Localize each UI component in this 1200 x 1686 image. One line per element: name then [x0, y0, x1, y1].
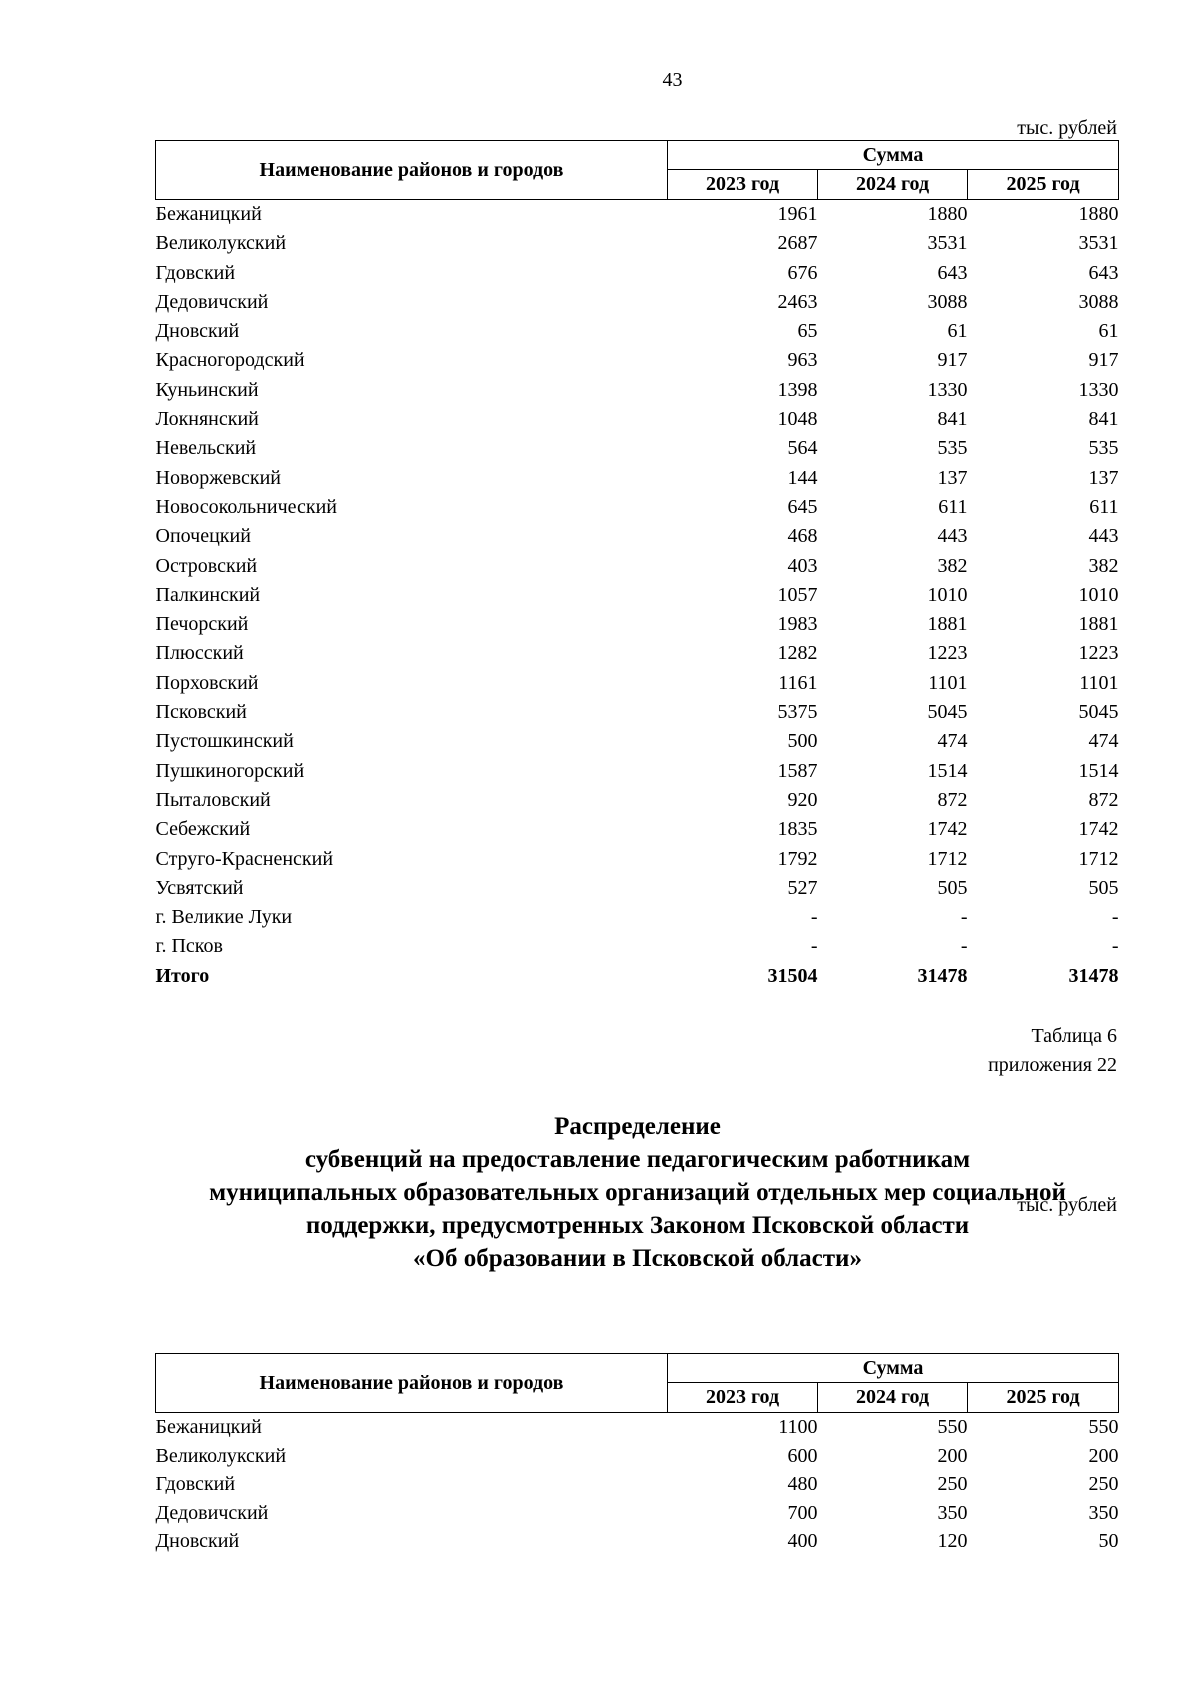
amount-cell: 1101: [1079, 671, 1119, 694]
amount-cell: 1057: [777, 583, 818, 606]
table-row: [156, 317, 1119, 346]
district-name-cell: г. Псков: [155, 935, 223, 958]
amount-cell: 550: [937, 1416, 968, 1438]
amount-cell: 1881: [927, 613, 968, 636]
amount-cell: 645: [787, 495, 818, 518]
amount-cell: 443: [1088, 525, 1119, 548]
amount-cell: 1835: [777, 818, 818, 841]
column-header-sum: Сумма: [668, 1354, 1119, 1383]
amount-cell: 550: [1088, 1416, 1119, 1438]
table-row: [156, 288, 1119, 317]
amount-cell: 2463: [777, 290, 818, 313]
amount-cell: 535: [937, 437, 968, 460]
district-name-cell: Красногородский: [155, 349, 305, 372]
district-name-cell: Псковский: [155, 701, 247, 724]
amount-cell: 500: [787, 730, 818, 753]
district-name-cell: Новоржевский: [155, 466, 282, 489]
amount-cell: 250: [1088, 1473, 1119, 1496]
distribution-table-2: [155, 1353, 1119, 1556]
amount-cell: 250: [937, 1473, 968, 1496]
table-row: [156, 1527, 1119, 1556]
district-name-cell: Опочецкий: [155, 525, 251, 548]
amount-cell: 350: [1088, 1501, 1119, 1524]
table-row: [156, 932, 1119, 961]
district-name-cell: Великолукский: [155, 1444, 287, 1467]
amount-cell: 144: [787, 466, 818, 489]
amount-cell: 1282: [777, 642, 818, 665]
table-row: [156, 581, 1119, 610]
district-name-cell: Плюсский: [155, 642, 244, 665]
total-label-cell: Итого: [155, 964, 210, 987]
amount-cell: 600: [787, 1444, 818, 1467]
amount-cell: 917: [937, 349, 968, 372]
amount-cell: 1101: [928, 671, 968, 694]
amount-cell: 611: [938, 495, 968, 518]
district-name-cell: Дедовичский: [155, 290, 269, 313]
section-title-line: «Об образовании в Псковской области»: [413, 1245, 862, 1272]
amount-cell: 2687: [777, 232, 818, 255]
table-row: [156, 1442, 1119, 1471]
amount-cell: 1048: [777, 408, 818, 431]
amount-cell: 1514: [1078, 759, 1119, 782]
district-name-cell: Великолукский: [155, 232, 287, 255]
amount-cell: 1712: [1078, 847, 1119, 870]
district-name-cell: Бежаницкий: [155, 203, 262, 225]
amount-cell: 120: [937, 1530, 968, 1553]
table-row: [156, 903, 1119, 932]
column-header-name: Наименование районов и городов: [156, 141, 668, 200]
district-name-cell: Струго-Красненский: [155, 847, 334, 870]
amount-cell: 1880: [927, 203, 968, 225]
amount-cell: 65: [797, 320, 818, 343]
district-name-cell: Гдовский: [155, 1473, 236, 1496]
column-header-2023: 2023 год: [668, 1382, 818, 1412]
amount-cell: 505: [937, 876, 968, 899]
amount-cell: 841: [1088, 408, 1119, 431]
amount-cell: 137: [937, 466, 968, 489]
total-amount-cell: 31478: [917, 964, 968, 987]
table-row: [156, 786, 1119, 815]
amount-cell: 1161: [778, 671, 818, 694]
amount-cell: 382: [937, 554, 968, 577]
amount-cell: 535: [1088, 437, 1119, 460]
table-row: [156, 259, 1119, 288]
table-row: [156, 669, 1119, 698]
amount-cell: 643: [937, 261, 968, 284]
amount-cell: -: [1111, 935, 1119, 958]
amount-cell: 676: [787, 261, 818, 284]
district-name-cell: Пушкиногорский: [155, 759, 305, 782]
district-name-cell: Дновский: [155, 320, 240, 343]
district-name-cell: Бежаницкий: [155, 1416, 262, 1438]
amount-cell: 5375: [777, 701, 818, 724]
table-row: [156, 610, 1119, 639]
amount-cell: 200: [1088, 1444, 1119, 1467]
amount-cell: -: [810, 935, 818, 958]
table-row: [156, 493, 1119, 522]
amount-cell: 1961: [777, 203, 818, 225]
table-row: [156, 1499, 1119, 1528]
table-row: [156, 845, 1119, 874]
distribution-table-1: [155, 140, 1119, 991]
table-body: [156, 200, 1119, 992]
section-title-line: Распределение: [554, 1113, 721, 1140]
amount-cell: 400: [787, 1530, 818, 1553]
units-label: тыс. рублей: [1017, 1194, 1117, 1216]
table-row: [156, 376, 1119, 405]
table-row: [156, 757, 1119, 786]
amount-cell: 1330: [1078, 378, 1119, 401]
table-row: [156, 698, 1119, 727]
table-row: [156, 522, 1119, 551]
district-name-cell: Палкинский: [155, 583, 261, 606]
district-name-cell: Печорский: [155, 613, 249, 636]
table-number: Таблица 6: [1031, 1025, 1117, 1047]
amount-cell: 920: [787, 788, 818, 811]
amount-cell: 137: [1088, 466, 1119, 489]
amount-cell: 1881: [1078, 613, 1119, 636]
table-row: [156, 405, 1119, 434]
table-caption: [988, 1022, 1117, 1080]
amount-cell: 200: [937, 1444, 968, 1467]
amount-cell: 527: [787, 876, 818, 899]
amount-cell: 1792: [777, 847, 818, 870]
total-amount-cell: 31478: [1068, 964, 1119, 987]
district-name-cell: Куньинский: [155, 378, 259, 401]
amount-cell: -: [810, 906, 818, 929]
table-row: [156, 639, 1119, 668]
amount-cell: 3531: [927, 232, 968, 255]
section-title-line: субвенций на предоставление педагогическим работникам: [304, 1146, 971, 1173]
table-row: [156, 200, 1119, 230]
table-row: [156, 229, 1119, 258]
section-title: [150, 1110, 1125, 1275]
amount-cell: 5045: [927, 701, 968, 724]
amount-cell: 480: [787, 1473, 818, 1496]
amount-cell: 3088: [927, 290, 968, 313]
amount-cell: 61: [947, 320, 968, 343]
amount-cell: 1880: [1078, 203, 1119, 225]
district-name-cell: г. Великие Луки: [155, 906, 293, 929]
amount-cell: 468: [787, 525, 818, 548]
amount-cell: 564: [787, 437, 818, 460]
amount-cell: 611: [1089, 495, 1119, 518]
amount-cell: 1983: [777, 613, 818, 636]
amount-cell: 963: [787, 349, 818, 372]
amount-cell: 403: [787, 554, 818, 577]
amount-cell: 382: [1088, 554, 1119, 577]
amount-cell: 1223: [1078, 642, 1119, 665]
amount-cell: 50: [1098, 1530, 1119, 1553]
amount-cell: 350: [937, 1501, 968, 1524]
section-title-line: поддержки, предусмотренных Законом Псковской области: [305, 1212, 970, 1239]
district-name-cell: Себежский: [155, 818, 251, 841]
district-name-cell: Пустошкинский: [155, 730, 294, 753]
table-row: [156, 727, 1119, 756]
appendix-reference: приложения 22: [988, 1054, 1117, 1076]
district-name-cell: Дновский: [155, 1530, 240, 1553]
amount-cell: 1742: [927, 818, 968, 841]
district-name-cell: Пыталовский: [155, 788, 271, 811]
column-header-2025: 2025 год: [968, 1382, 1119, 1412]
amount-cell: 3531: [1078, 232, 1119, 255]
amount-cell: 1330: [927, 378, 968, 401]
section-title-line: муниципальных образовательных организаций отдельных мер социальной: [209, 1179, 1066, 1206]
district-name-cell: Невельский: [155, 437, 257, 460]
amount-cell: 443: [937, 525, 968, 548]
table-row: [156, 1413, 1119, 1442]
amount-cell: 917: [1088, 349, 1119, 372]
district-name-cell: Гдовский: [155, 261, 236, 284]
amount-cell: 5045: [1078, 701, 1119, 724]
amount-cell: 474: [937, 730, 968, 753]
table-row: [156, 434, 1119, 463]
table-row: [156, 1470, 1119, 1499]
amount-cell: 1742: [1078, 818, 1119, 841]
units-label: тыс. рублей: [1017, 117, 1117, 139]
amount-cell: 1223: [927, 642, 968, 665]
column-header-2023: 2023 год: [668, 169, 818, 199]
amount-cell: 61: [1098, 320, 1119, 343]
amount-cell: 841: [937, 408, 968, 431]
district-name-cell: Локнянский: [155, 408, 259, 431]
amount-cell: -: [960, 935, 968, 958]
table-row: [156, 464, 1119, 493]
amount-cell: 1100: [778, 1416, 818, 1438]
column-header-2024: 2024 год: [818, 1382, 968, 1412]
column-header-name: Наименование районов и городов: [156, 1354, 668, 1413]
column-header-2024: 2024 год: [818, 169, 968, 199]
district-name-cell: Новосокольнический: [155, 495, 338, 518]
column-header-sum: Сумма: [668, 141, 1119, 170]
amount-cell: 1010: [1078, 583, 1119, 606]
amount-cell: 1010: [927, 583, 968, 606]
district-name-cell: Островский: [155, 554, 258, 577]
amount-cell: -: [960, 906, 968, 929]
total-row: [156, 962, 1119, 991]
amount-cell: 1398: [777, 378, 818, 401]
amount-cell: 700: [787, 1501, 818, 1524]
table-row: [156, 815, 1119, 844]
table-row: [156, 874, 1119, 903]
amount-cell: 872: [937, 788, 968, 811]
total-amount-cell: 31504: [767, 964, 818, 987]
table-body: [156, 1413, 1119, 1556]
table-row: [156, 552, 1119, 581]
amount-cell: -: [1111, 906, 1119, 929]
amount-cell: 872: [1088, 788, 1119, 811]
district-name-cell: Порховский: [155, 671, 259, 694]
page-number: 43: [662, 69, 683, 91]
column-header-2025: 2025 год: [968, 169, 1119, 199]
table-row: [156, 346, 1119, 375]
district-name-cell: Усвятский: [155, 876, 244, 899]
amount-cell: 1712: [927, 847, 968, 870]
amount-cell: 1587: [777, 759, 818, 782]
amount-cell: 1514: [927, 759, 968, 782]
amount-cell: 505: [1088, 876, 1119, 899]
amount-cell: 643: [1088, 261, 1119, 284]
amount-cell: 474: [1088, 730, 1119, 753]
district-name-cell: Дедовичский: [155, 1501, 269, 1524]
amount-cell: 3088: [1078, 290, 1119, 313]
